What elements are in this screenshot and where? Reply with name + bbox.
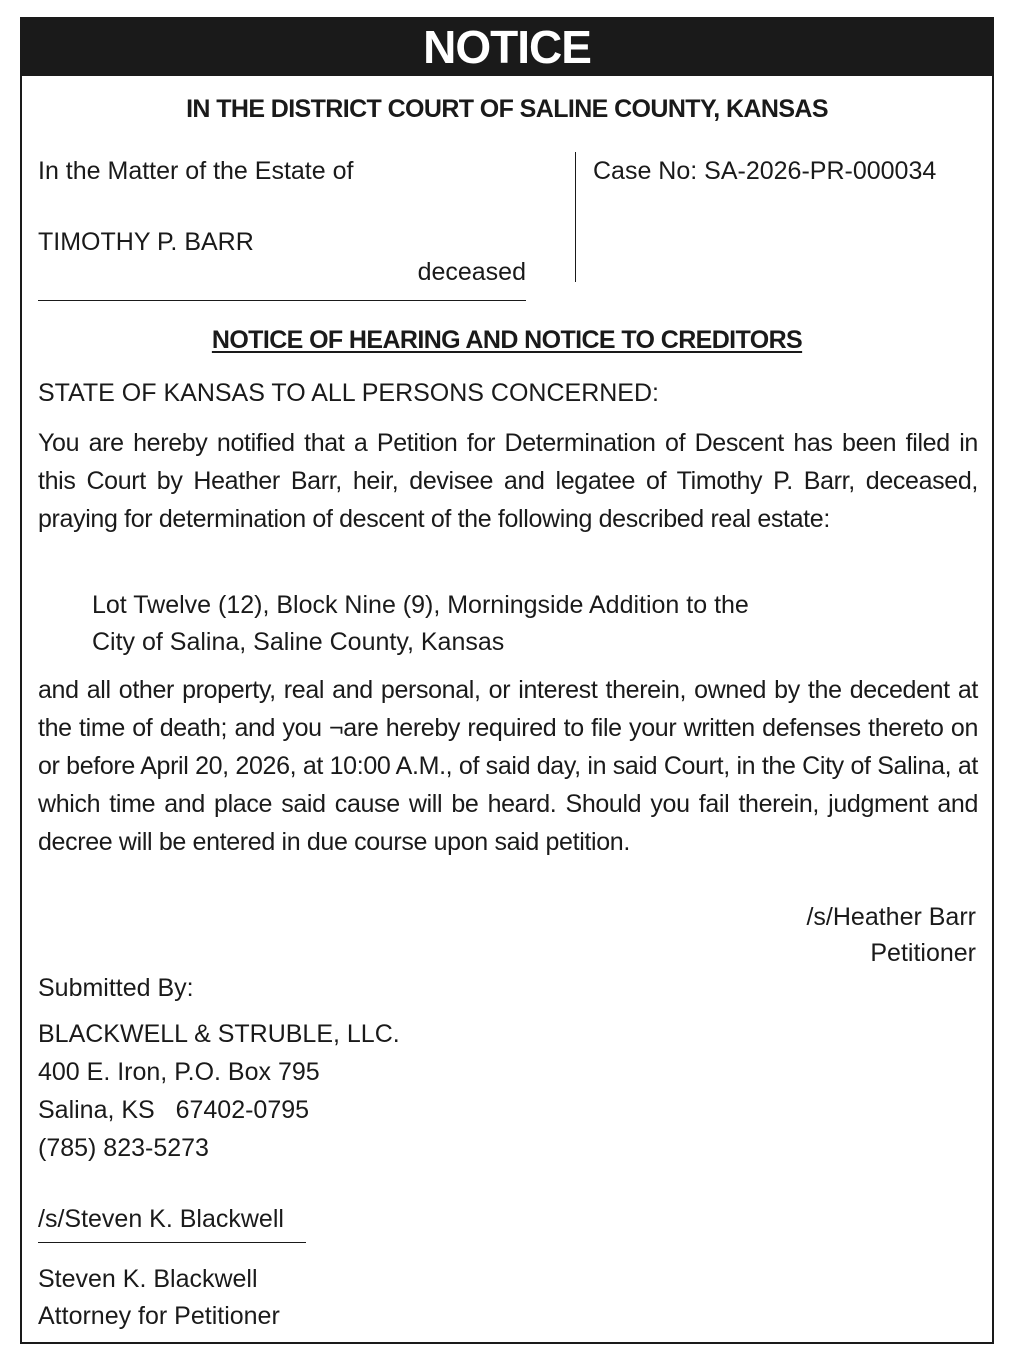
firm-name: BLACKWELL & STRUBLE, LLC. xyxy=(38,1020,400,1048)
petition-paragraph: You are hereby notified that a Petition for Determination of Descent has been filed in this Court by Heather Barr, heir, devisee and legatee of Timothy P. Barr, deceased, praying for determination of descent of the following described real estate: xyxy=(38,429,978,533)
firm-address-block xyxy=(38,1015,400,1167)
legal-notice xyxy=(20,17,994,1344)
firm-phone: (785) 823-5273 xyxy=(38,1134,209,1162)
notice-title: NOTICE OF HEARING AND NOTICE TO CREDITORS xyxy=(211,326,803,354)
attorney-role: Attorney for Petitioner xyxy=(38,1302,280,1330)
case-caption xyxy=(38,152,526,301)
matter-line: In the Matter of the Estate of xyxy=(38,157,354,185)
legal-description xyxy=(92,587,749,661)
petitioner-signature: /s/Heather Barr xyxy=(806,903,976,931)
defenses-paragraph: and all other property, real and personal, or interest therein, owned by the decedent at the time of death; and you ¬are hereby required to file your written defenses thereto on or before April 20, 2026, at 10:00 A.M., of said day, in said Court, in the City of Salina, at which time and place said cause will be heard. Should you fail therein, judgment and decree will be entered in due course upon said petition. xyxy=(38,676,978,856)
firm-street: 400 E. Iron, P.O. Box 795 xyxy=(38,1058,320,1086)
attorney-name: Steven K. Blackwell xyxy=(38,1265,258,1293)
caption-divider xyxy=(575,152,576,282)
deceased-label: deceased xyxy=(417,258,526,286)
court-heading: IN THE DISTRICT COURT OF SALINE COUNTY, KANSAS xyxy=(186,95,828,123)
attorney-block xyxy=(38,1261,280,1335)
decedent-name: TIMOTHY P. BARR xyxy=(38,228,254,256)
submitted-by-label: Submitted By: xyxy=(38,974,194,1002)
salutation: STATE OF KANSAS TO ALL PERSONS CONCERNED: xyxy=(38,379,659,407)
legal-description-line: Lot Twelve (12), Block Nine (9), Morningside Addition to the xyxy=(92,591,749,619)
legal-description-line: City of Salina, Saline County, Kansas xyxy=(92,628,505,656)
notice-banner: NOTICE xyxy=(22,19,992,76)
petitioner-role: Petitioner xyxy=(870,939,976,967)
firm-city: Salina, KS 67402-0795 xyxy=(38,1096,310,1124)
case-number: Case No: SA-2026-PR-000034 xyxy=(593,157,937,185)
attorney-signature: /s/Steven K. Blackwell xyxy=(38,1205,306,1243)
petitioner-signature-block xyxy=(806,899,976,971)
